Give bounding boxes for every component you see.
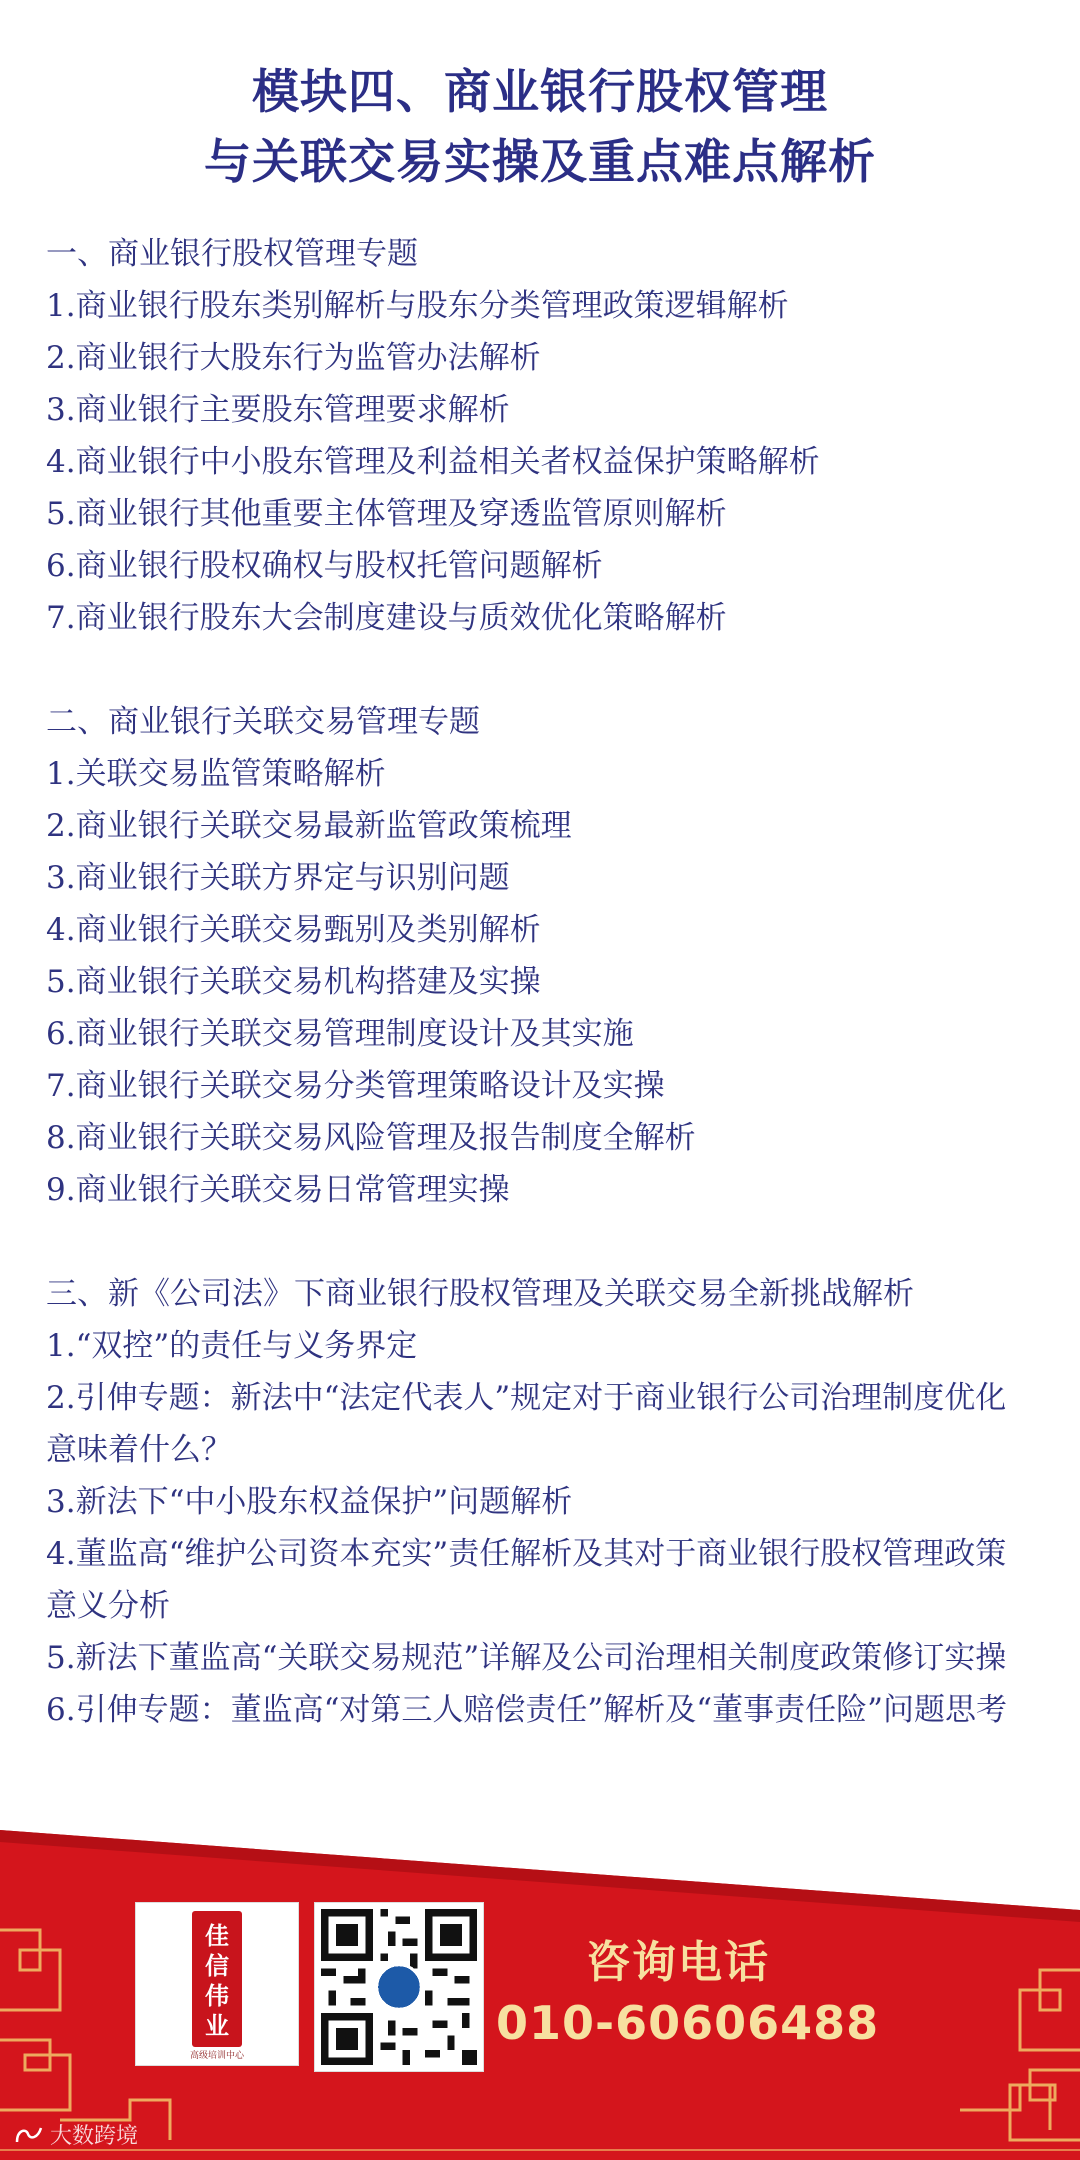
list-item: 6.引伸专题：董监高“对第三人赔偿责任”解析及“董事责任险”问题思考 [46, 1692, 1007, 1728]
section-company-law-challenges [46, 1268, 1036, 1736]
list-item: 2.商业银行大股东行为监管办法解析 [46, 340, 541, 376]
course-outline [46, 228, 1036, 1788]
list-item: 9.商业银行关联交易日常管理实操 [46, 1172, 510, 1208]
company-logo [135, 1902, 299, 2066]
watermark-logo-icon [14, 2124, 44, 2146]
list-item: 5.商业银行关联交易机构搭建及实操 [46, 964, 541, 1000]
list-item: 7.商业银行关联交易分类管理策略设计及实操 [46, 1068, 665, 1104]
list-item: 2.引伸专题：新法中“法定代表人”规定对于商业银行公司治理制度优化意味着什么？ [46, 1380, 1007, 1468]
phone-number[interactable]: 010-60606488 [496, 1996, 880, 2050]
list-item: 3.新法下“中小股东权益保护”问题解析 [46, 1484, 573, 1520]
list-item: 1.“双控”的责任与义务界定 [46, 1328, 418, 1364]
list-item: 2.商业银行关联交易最新监管政策梳理 [46, 808, 572, 844]
list-item: 6.商业银行关联交易管理制度设计及其实施 [46, 1016, 634, 1052]
list-item: 4.商业银行关联交易甄别及类别解析 [46, 912, 541, 948]
title-line-1: 模块四、商业银行股权管理 [252, 65, 828, 120]
list-item: 5.新法下董监高“关联交易规范”详解及公司治理相关制度政策修订实操 [46, 1640, 1007, 1676]
list-item: 8.商业银行关联交易风险管理及报告制度全解析 [46, 1120, 696, 1156]
section-equity-management [46, 228, 1036, 644]
page-title [0, 58, 1080, 198]
list-item: 4.董监高“维护公司资本充实”责任解析及其对于商业银行股权管理政策意义分析 [46, 1536, 1007, 1624]
list-item: 1.关联交易监管策略解析 [46, 756, 386, 792]
section-related-party-transactions [46, 696, 1036, 1216]
logo-subtext: 高级培训中心 [189, 2051, 244, 2061]
list-item: 1.商业银行股东类别解析与股东分类管理政策逻辑解析 [46, 288, 789, 324]
list-item: 7.商业银行股东大会制度建设与质效优化策略解析 [46, 600, 727, 636]
title-line-2: 与关联交易实操及重点难点解析 [204, 135, 876, 190]
logo-seal: 佳 信 伟 业 [192, 1911, 242, 2047]
contact-banner [0, 1790, 1080, 2160]
watermark-text: 大数跨境 [50, 2124, 139, 2149]
section-heading: 二、商业银行关联交易管理专题 [46, 704, 480, 740]
list-item: 4.商业银行中小股东管理及利益相关者权益保护策略解析 [46, 444, 820, 480]
section-heading: 一、商业银行股权管理专题 [46, 236, 418, 272]
section-heading: 三、新《公司法》下商业银行股权管理及关联交易全新挑战解析 [46, 1276, 914, 1312]
qr-code-icon[interactable] [314, 1902, 484, 2072]
list-item: 5.商业银行其他重要主体管理及穿透监管原则解析 [46, 496, 727, 532]
watermark [14, 2119, 138, 2150]
list-item: 3.商业银行主要股东管理要求解析 [46, 392, 510, 428]
consult-label: 咨询电话 [586, 1937, 770, 1988]
list-item: 6.商业银行股权确权与股权托管问题解析 [46, 548, 603, 584]
list-item: 3.商业银行关联方界定与识别问题 [46, 860, 510, 896]
